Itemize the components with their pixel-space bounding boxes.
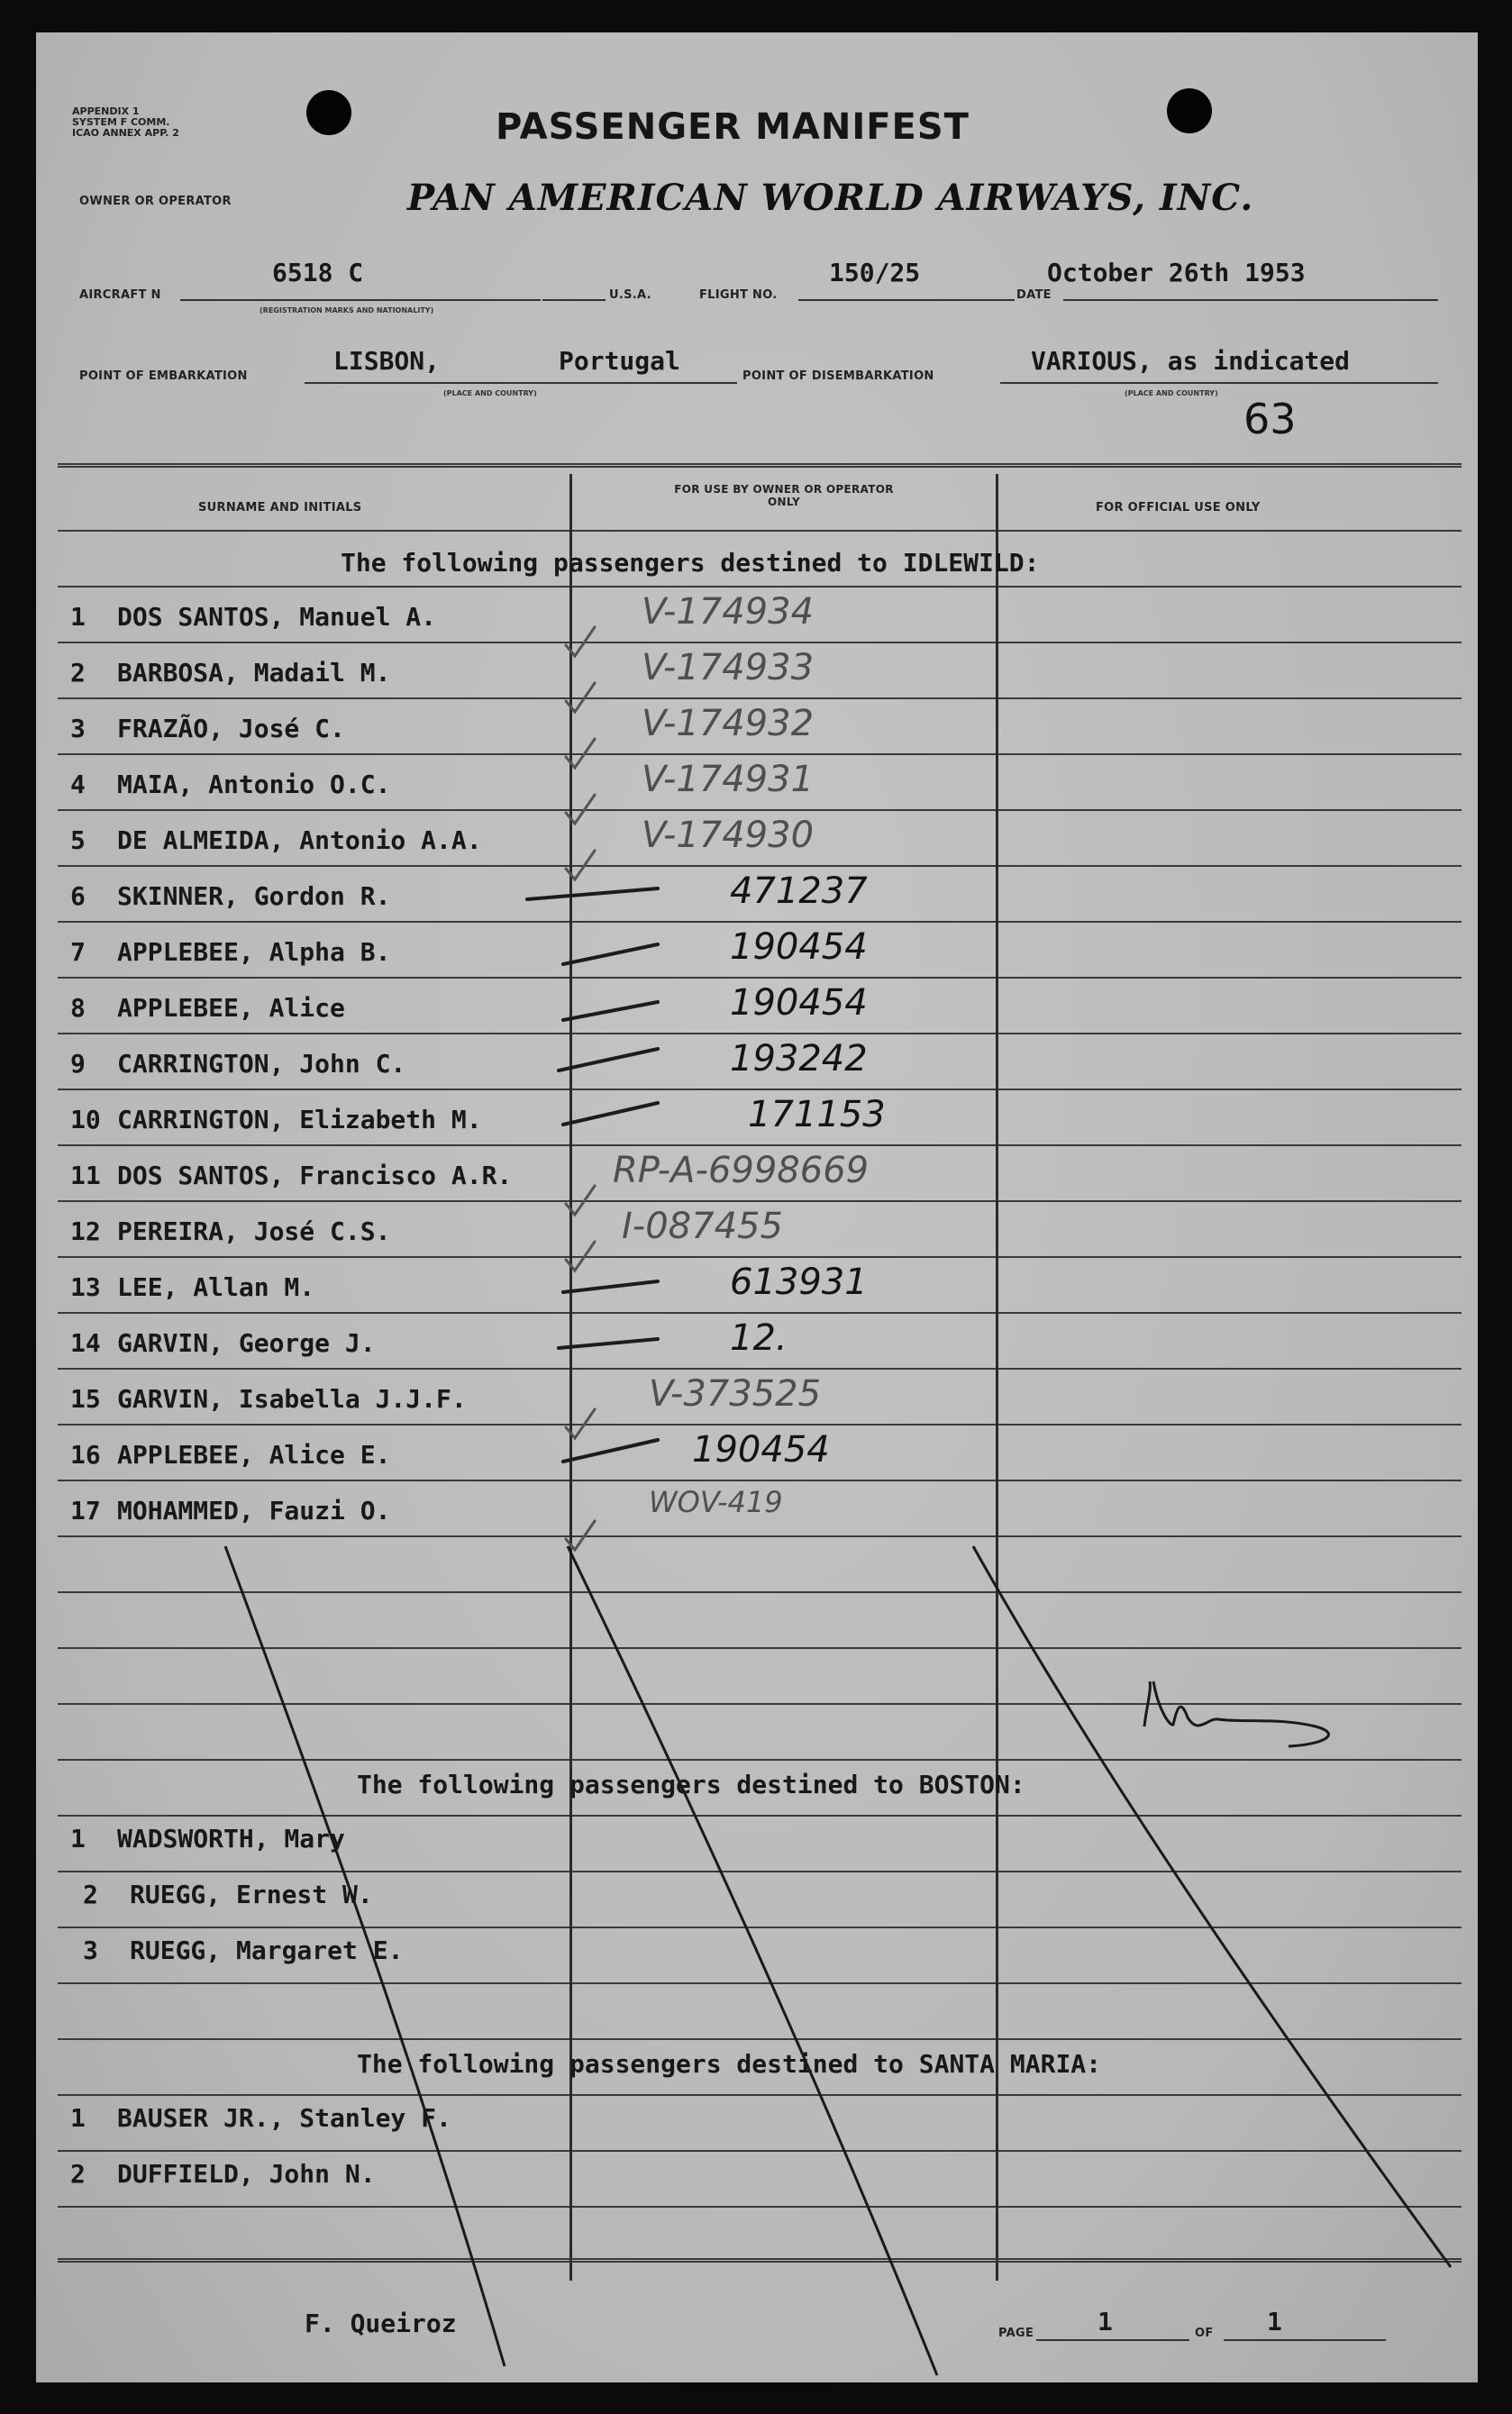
table-row: 12 PEREIRA, José C.S. [70, 1216, 391, 1246]
table-row: 2 DUFFIELD, John N. [70, 2159, 376, 2189]
handwritten-note: V-174933 [642, 647, 815, 688]
handwritten-note: 190454 [730, 926, 868, 968]
flight-value: 150/25 [829, 258, 921, 287]
handwritten-note: 171153 [748, 1094, 886, 1135]
country-label: U.S.A. [609, 288, 651, 302]
table-row: 4 MAIA, Antonio O.C. [70, 770, 391, 799]
disembarkation-label: POINT OF DISEMBARKATION [742, 369, 934, 383]
handwritten-note: 471237 [730, 870, 868, 912]
check-mark [566, 1186, 595, 1215]
date-value: October 26th 1953 [1047, 258, 1306, 287]
handwritten-note: V-174930 [642, 815, 815, 856]
handwritten-note: 190454 [730, 982, 868, 1024]
cancel-line [568, 1546, 937, 2375]
handwritten-note: V-373525 [649, 1373, 822, 1415]
signed-by-name: F. Queiroz [305, 2309, 457, 2338]
check-mark [566, 1409, 595, 1438]
table-row: 1 WADSWORTH, Mary [70, 1824, 345, 1854]
check-mark [566, 683, 595, 712]
handwritten-note: V-174934 [642, 591, 815, 633]
table-row: 7 APPLEBEE, Alpha B. [70, 937, 391, 967]
embarkation-city: LISBON, [333, 346, 441, 376]
aircraft-caption: (REGISTRATION MARKS AND NATIONALITY) [260, 306, 434, 314]
owner-label: OWNER OR OPERATOR [79, 195, 232, 208]
table-row: 1 DOS SANTOS, Manuel A. [70, 602, 437, 632]
table-row: 5 DE ALMEIDA, Antonio A.A. [70, 825, 482, 855]
check-dash [563, 944, 658, 964]
company-name: PAN AMERICAN WORLD AIRWAYS, INC. [407, 177, 1254, 219]
embarkation-country: Portugal [559, 346, 680, 376]
handwritten-note: V-174932 [642, 703, 815, 744]
regulation-stamp: APPENDIX 1 SYSTEM F COMM. ICAO ANNEX APP. 2 [72, 105, 179, 139]
date-label: DATE [1016, 288, 1052, 302]
handwritten-note: V-174931 [642, 759, 815, 800]
table-row: 13 LEE, Allan M. [70, 1272, 315, 1302]
table-row: 1 BAUSER JR., Stanley F. [70, 2103, 451, 2133]
table-row: 9 CARRINGTON, John C. [70, 1049, 406, 1079]
of-label: OF [1195, 2327, 1214, 2340]
check-mark [566, 795, 595, 824]
table-row: 2 BARBOSA, Madail M. [70, 658, 391, 688]
page-label: PAGE [998, 2327, 1034, 2340]
column-header-owner-use: FOR USE BY OWNER OR OPERATOR ONLY [674, 483, 894, 508]
table-row: 15 GARVIN, Isabella J.J.F. [70, 1384, 467, 1414]
check-dash [527, 888, 658, 899]
check-mark [566, 1242, 595, 1271]
table-row: 8 APPLEBEE, Alice [70, 993, 345, 1023]
check-dash [563, 1002, 658, 1020]
page-total: 1 [1267, 2307, 1282, 2337]
table-row: 3 FRAZÃO, José C. [70, 714, 345, 743]
check-mark [566, 739, 595, 768]
disembarkation-value: VARIOUS, as indicated [1031, 346, 1351, 376]
column-header-official-use: FOR OFFICIAL USE ONLY [1096, 501, 1261, 515]
table-row: 2 RUEGG, Ernest W. [83, 1880, 373, 1909]
table-row: 6 SKINNER, Gordon R. [70, 881, 391, 911]
section-heading-boston: The following passengers destined to BOSTON: [357, 1770, 1025, 1799]
table-row: 10 CARRINGTON, Elizabeth M. [70, 1105, 482, 1134]
column-header-surname: SURNAME AND INITIALS [198, 501, 362, 515]
page-number: 1 [1098, 2307, 1113, 2337]
table-row: 17 MOHAMMED, Fauzi O. [70, 1496, 391, 1526]
manifest-page [36, 32, 1478, 2382]
check-dash [563, 1103, 658, 1125]
check-dash [563, 1281, 658, 1292]
check-dash [559, 1339, 658, 1348]
handwritten-note: 12. [730, 1317, 788, 1359]
section-heading-santa-maria: The following passengers destined to SANTA MARIA: [357, 2049, 1102, 2079]
table-row: 16 APPLEBEE, Alice E. [70, 1440, 391, 1470]
handwritten-note: 193242 [730, 1038, 868, 1079]
table-row: 14 GARVIN, George J. [70, 1328, 376, 1358]
handwritten-note: I-087455 [622, 1206, 783, 1247]
check-mark [566, 1521, 595, 1550]
page-title: PASSENGER MANIFEST [496, 106, 970, 148]
section-heading-idlewild: The following passengers destined to IDLEWILD: [341, 548, 1040, 578]
check-mark [566, 627, 595, 656]
cancel-line [225, 1546, 505, 2366]
check-dash [559, 1049, 658, 1070]
aircraft-label: AIRCRAFT N [79, 288, 161, 302]
cancel-line [973, 1546, 1451, 2267]
check-dash [563, 1440, 658, 1462]
check-mark [566, 851, 595, 879]
handwritten-note: 190454 [692, 1429, 830, 1471]
table-row: 11 DOS SANTOS, Francisco A.R. [70, 1161, 513, 1190]
handwritten-note: WOV-419 [649, 1485, 783, 1519]
handwritten-note: RP-A-6998669 [613, 1150, 870, 1191]
table-row: 3 RUEGG, Margaret E. [83, 1936, 404, 1965]
embarkation-caption: (PLACE AND COUNTRY) [443, 389, 537, 397]
flight-label: FLIGHT NO. [699, 288, 778, 302]
hand-marks-overlay [36, 32, 1478, 2382]
disembarkation-caption: (PLACE AND COUNTRY) [1125, 389, 1218, 397]
embarkation-label: POINT OF EMBARKATION [79, 369, 248, 383]
handwritten-note: 613931 [730, 1262, 868, 1303]
signature-mark [1144, 1681, 1328, 1746]
handwritten-page-number: 63 [1243, 395, 1297, 443]
aircraft-value: 6518 C [272, 258, 364, 287]
